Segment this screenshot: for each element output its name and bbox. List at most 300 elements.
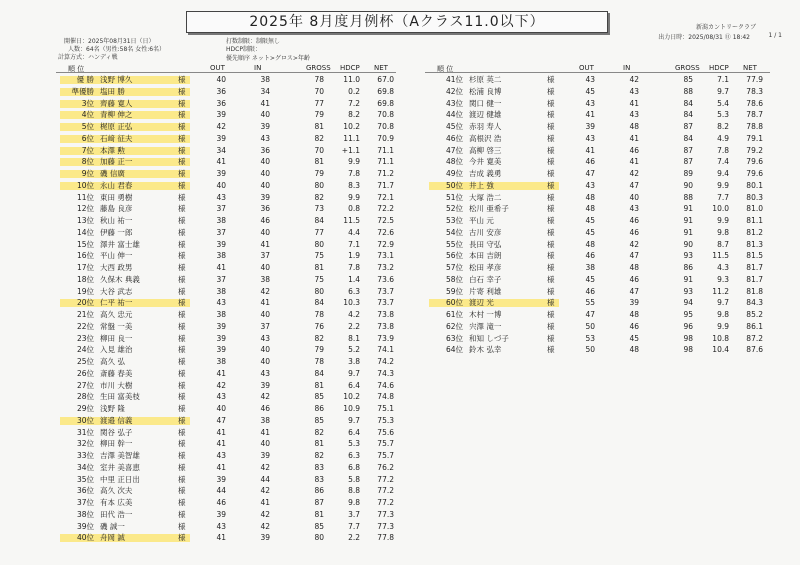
name-cell: 本澤 勲 (100, 145, 125, 155)
hdcp-cell: 7.8 (348, 169, 360, 178)
hdcp-cell: 8.7 (717, 239, 729, 249)
name-cell: 浅野 博久 (100, 75, 133, 84)
net-cell: 71.7 (377, 180, 394, 190)
gross-cell: 83 (314, 474, 324, 484)
hdcp-cell: 9.8 (348, 498, 360, 507)
out-cell: 41 (216, 427, 226, 437)
in-cell: 46 (629, 227, 639, 237)
name-cell: 藤島 良彦 (100, 204, 133, 214)
name-cell: 柳田 幹一 (100, 439, 133, 449)
table-row (56, 146, 401, 156)
in-cell: 46 (260, 404, 270, 413)
gross-cell: 70 (314, 145, 324, 155)
net-cell: 77.8 (377, 533, 394, 543)
hdcp-cell: 9.4 (717, 169, 729, 178)
net-cell: 72.9 (377, 239, 394, 249)
rank-cell: 6位 (81, 133, 94, 143)
header-in: IN (623, 64, 631, 72)
name-cell: 青柳 伸之 (100, 110, 133, 120)
in-cell: 40 (629, 192, 639, 202)
hdcp-cell: 0.2 (348, 86, 360, 96)
name-cell: 伊藤 一郎 (100, 227, 133, 237)
hdcp-cell: 6.4 (348, 427, 360, 437)
hdcp-cell: 1.4 (348, 274, 360, 284)
sfx-cell: 様 (178, 533, 186, 543)
table-row (56, 428, 401, 438)
gross-cell: 76 (314, 321, 324, 331)
rank-cell: 8位 (81, 157, 94, 167)
in-cell: 41 (629, 157, 639, 167)
rank-cell: 21位 (76, 310, 94, 319)
net-cell: 70.8 (377, 122, 394, 131)
table-row (56, 204, 401, 214)
hdcp-cell: 10.2 (343, 392, 360, 402)
hdcp-cell: 9.7 (348, 415, 360, 425)
out-cell: 43 (585, 180, 595, 190)
rank-cell: 22位 (76, 321, 94, 331)
hdcp-cell: +1.1 (341, 145, 360, 155)
net-cell: 84.3 (746, 298, 763, 308)
net-cell: 74.6 (377, 380, 394, 390)
rank-cell: 35位 (76, 474, 94, 484)
gross-cell: 73 (314, 204, 324, 214)
sfx-cell: 様 (547, 192, 555, 202)
hdcp-cell: 5.4 (717, 98, 729, 108)
out-cell: 37 (216, 227, 226, 237)
hdcp-cell: 7.7 (348, 521, 360, 531)
hdcp-cell: 9.7 (717, 86, 729, 96)
gross-cell: 75 (314, 274, 324, 284)
rank-cell: 5位 (81, 122, 94, 131)
hdcp-cell: 11.5 (712, 251, 729, 261)
rank-cell: 18位 (76, 274, 94, 284)
in-cell: 39 (260, 533, 270, 543)
gross-cell: 89 (683, 169, 693, 178)
name-cell: 大西 政男 (100, 263, 133, 272)
gross-cell: 77 (314, 227, 324, 237)
net-cell: 75.6 (377, 427, 394, 437)
table-row (56, 134, 401, 144)
sfx-cell: 様 (178, 251, 186, 261)
net-cell: 78.8 (746, 122, 763, 131)
hdcp-cell: 9.9 (717, 180, 729, 190)
net-cell: 77.9 (746, 75, 763, 84)
gross-cell: 84 (314, 216, 324, 225)
rank-cell: 23位 (76, 333, 94, 343)
hdcp-cell: 9.9 (717, 321, 729, 331)
rank-cell: 38位 (76, 509, 94, 519)
net-cell: 74.2 (377, 357, 394, 366)
sfx-cell: 様 (178, 122, 186, 131)
net-cell: 71.2 (377, 169, 394, 178)
sfx-cell: 様 (547, 227, 555, 237)
page-title: 2025年 8月度月例杯（Aクラス11.0以下） (186, 11, 608, 33)
rank-cell: 57位 (445, 263, 463, 272)
hdcp-cell: 4.9 (717, 133, 729, 143)
net-cell: 67.0 (377, 75, 394, 84)
in-cell: 42 (260, 286, 270, 296)
gross-cell: 87 (683, 122, 693, 131)
net-cell: 73.2 (377, 263, 394, 272)
name-cell: 田代 浩一 (100, 509, 133, 519)
sfx-cell: 様 (178, 392, 186, 402)
net-cell: 81.7 (746, 274, 763, 284)
hdcp-cell: 2.2 (348, 533, 360, 543)
out-cell: 50 (585, 345, 595, 355)
gross-cell: 96 (683, 321, 693, 331)
sfx-cell: 様 (178, 274, 186, 284)
table-row (56, 486, 401, 496)
name-cell: 東田 勇樹 (100, 192, 133, 202)
sfx-cell: 様 (178, 239, 186, 249)
in-cell: 42 (260, 509, 270, 519)
name-cell: 磯 信廣 (100, 169, 125, 178)
table-row (56, 439, 401, 449)
sfx-cell: 様 (547, 239, 555, 249)
hdcp-cell: 4.2 (348, 310, 360, 319)
name-cell: 梶原 正弘 (100, 122, 133, 131)
in-cell: 41 (260, 98, 270, 108)
sfx-cell: 様 (178, 216, 186, 225)
net-cell: 80.3 (746, 192, 763, 202)
table-row (425, 228, 770, 238)
name-cell: 入見 雄治 (100, 345, 133, 355)
hdcp-cell: 9.8 (717, 310, 729, 319)
out-cell: 38 (216, 286, 226, 296)
header-gross: GROSS (306, 64, 331, 72)
net-cell: 78.3 (746, 86, 763, 96)
calc-method: 計算方式：ハンディ戦 (58, 54, 118, 61)
hdcp-cell: 3.7 (348, 509, 360, 519)
net-cell: 74.3 (377, 368, 394, 378)
name-cell: 市川 大樹 (100, 380, 133, 390)
in-cell: 40 (260, 263, 270, 272)
sfx-cell: 様 (178, 345, 186, 355)
page-count: 1 / 1 (768, 32, 782, 39)
table-row (425, 345, 770, 355)
header-net: NET (743, 64, 757, 72)
table-row (56, 310, 401, 320)
net-cell: 87.6 (746, 345, 763, 355)
net-cell: 77.2 (377, 498, 394, 507)
net-cell: 72.2 (377, 204, 394, 214)
gross-cell: 86 (683, 263, 693, 272)
in-cell: 42 (629, 239, 639, 249)
table-row (56, 298, 401, 308)
out-cell: 41 (216, 439, 226, 449)
name-cell: 白石 幸子 (469, 274, 502, 284)
gross-cell: 81 (314, 439, 324, 449)
gross-cell: 91 (683, 204, 693, 214)
in-cell: 46 (260, 216, 270, 225)
net-cell: 85.2 (746, 310, 763, 319)
sfx-cell: 様 (547, 298, 555, 308)
sfx-cell: 様 (547, 157, 555, 167)
net-cell: 79.1 (746, 133, 763, 143)
sfx-cell: 様 (178, 462, 186, 472)
out-cell: 36 (216, 98, 226, 108)
sfx-cell: 様 (178, 427, 186, 437)
out-cell: 47 (585, 169, 595, 178)
out-cell: 47 (585, 310, 595, 319)
net-cell: 81.1 (746, 216, 763, 225)
hdcp-cell: 6.3 (348, 451, 360, 460)
table-row (56, 357, 401, 367)
net-cell: 77.3 (377, 509, 394, 519)
out-cell: 38 (216, 251, 226, 261)
sfx-cell: 様 (178, 180, 186, 190)
out-cell: 43 (216, 521, 226, 531)
name-cell: 吉成 義勇 (469, 169, 502, 178)
in-cell: 40 (260, 157, 270, 167)
out-cell: 43 (216, 298, 226, 308)
rank-cell: 準優勝 (71, 86, 94, 96)
table-row (56, 475, 401, 485)
table-row (56, 216, 401, 226)
rank-cell: 61位 (445, 310, 463, 319)
gross-cell: 84 (683, 98, 693, 108)
net-cell: 79.2 (746, 145, 763, 155)
rank-cell: 優 勝 (76, 75, 94, 84)
gross-cell: 81 (314, 509, 324, 519)
in-cell: 48 (629, 345, 639, 355)
net-cell: 70.8 (377, 110, 394, 120)
gross-cell: 85 (314, 521, 324, 531)
hdcp-cell: 5.2 (348, 345, 360, 355)
rank-cell: 16位 (76, 251, 94, 261)
net-cell: 80.1 (746, 180, 763, 190)
gross-cell: 80 (314, 533, 324, 543)
net-cell: 69.8 (377, 98, 394, 108)
sfx-cell: 様 (178, 415, 186, 425)
net-cell: 79.6 (746, 169, 763, 178)
table-row (56, 369, 401, 379)
net-cell: 77.3 (377, 521, 394, 531)
table-row (425, 240, 770, 250)
in-cell: 43 (260, 368, 270, 378)
table-row (56, 533, 401, 543)
sfx-cell: 様 (178, 357, 186, 366)
rank-cell: 40位 (76, 533, 94, 543)
name-cell: 高久 弘 (100, 357, 125, 366)
in-cell: 39 (629, 298, 639, 308)
in-cell: 40 (260, 345, 270, 355)
rank-cell: 15位 (76, 239, 94, 249)
table-row (56, 522, 401, 532)
in-cell: 34 (260, 86, 270, 96)
in-cell: 39 (260, 122, 270, 131)
in-cell: 46 (629, 274, 639, 284)
table-row (56, 275, 401, 285)
net-cell: 70.9 (377, 133, 394, 143)
net-cell: 81.2 (746, 227, 763, 237)
in-cell: 40 (260, 310, 270, 319)
out-cell: 48 (585, 192, 595, 202)
sfx-cell: 様 (547, 286, 555, 296)
hdcp-cell: 5.3 (348, 439, 360, 449)
table-row (425, 146, 770, 156)
net-cell: 73.9 (377, 333, 394, 343)
hdcp-cell: 9.9 (717, 216, 729, 225)
header-out: OUT (579, 64, 594, 72)
hdcp-cell: 6.8 (348, 462, 360, 472)
gross-cell: 93 (683, 251, 693, 261)
net-cell: 87.2 (746, 333, 763, 343)
in-cell: 43 (260, 133, 270, 143)
gross-cell: 81 (314, 380, 324, 390)
gross-cell: 82 (314, 133, 324, 143)
name-cell: 大塚 浩二 (469, 192, 502, 202)
hdcp-cell: 7.8 (348, 263, 360, 272)
table-row (56, 416, 401, 426)
rank-cell: 49位 (445, 169, 463, 178)
sfx-cell: 様 (547, 110, 555, 120)
in-cell: 41 (260, 298, 270, 308)
net-cell: 73.7 (377, 286, 394, 296)
gross-cell: 91 (683, 227, 693, 237)
in-cell: 46 (629, 321, 639, 331)
name-cell: 生田 富美枝 (100, 392, 140, 402)
hdcp-cell: 7.4 (717, 157, 729, 167)
net-cell: 78.6 (746, 98, 763, 108)
sfx-cell: 様 (547, 216, 555, 225)
gross-cell: 86 (314, 404, 324, 413)
hdcp-cell: 7.1 (348, 239, 360, 249)
rank-cell: 31位 (76, 427, 94, 437)
net-cell: 75.3 (377, 415, 394, 425)
name-cell: 松川 亜希子 (469, 204, 509, 214)
in-cell: 43 (629, 86, 639, 96)
hdcp-cell: 11.2 (712, 286, 729, 296)
sfx-cell: 様 (178, 380, 186, 390)
in-cell: 42 (629, 75, 639, 84)
gross-cell: 90 (683, 239, 693, 249)
rank-cell: 55位 (445, 239, 463, 249)
table-row (425, 134, 770, 144)
net-cell: 72.5 (377, 216, 394, 225)
rank-cell: 28位 (76, 392, 94, 402)
table-row (56, 157, 401, 167)
gross-cell: 82 (314, 451, 324, 460)
table-row (56, 251, 401, 261)
sfx-cell: 様 (178, 310, 186, 319)
hdcp-cell: 11.0 (343, 75, 360, 84)
net-cell: 78.7 (746, 110, 763, 120)
out-cell: 48 (585, 204, 595, 214)
hdcp-cell: 11.5 (343, 216, 360, 225)
hdcp-cell: 10.2 (343, 122, 360, 131)
in-cell: 44 (260, 474, 270, 484)
sfx-cell: 様 (547, 122, 555, 131)
out-cell: 39 (216, 239, 226, 249)
gross-cell: 80 (314, 180, 324, 190)
rank-cell: 4位 (81, 110, 94, 120)
table-row (425, 216, 770, 226)
sfx-cell: 様 (178, 192, 186, 202)
net-cell: 81.8 (746, 286, 763, 296)
name-cell: 齊藤 寛人 (100, 98, 133, 108)
name-cell: 久保木 典義 (100, 274, 140, 284)
hdcp-cell: 6.4 (348, 380, 360, 390)
net-cell: 81.0 (746, 204, 763, 214)
gross-cell: 91 (683, 216, 693, 225)
name-cell: 仁平 祐一 (100, 298, 133, 308)
in-cell: 40 (260, 227, 270, 237)
name-cell: 本田 吉朗 (469, 251, 502, 261)
hdcp-cell: 4.4 (348, 227, 360, 237)
gross-cell: 78 (314, 75, 324, 84)
rank-cell: 48位 (445, 157, 463, 167)
name-cell: 大谷 武志 (100, 286, 133, 296)
sfx-cell: 様 (547, 333, 555, 343)
header-hdcp: HDCP (340, 64, 360, 72)
sfx-cell: 様 (547, 321, 555, 331)
sfx-cell: 様 (178, 86, 186, 96)
header-in: IN (254, 64, 262, 72)
out-cell: 38 (585, 263, 595, 272)
name-cell: 渡辺 健雄 (469, 110, 502, 120)
gross-cell: 88 (683, 192, 693, 202)
sfx-cell: 様 (547, 86, 555, 96)
table-row (425, 251, 770, 261)
gross-cell: 87 (683, 157, 693, 167)
sfx-cell: 様 (178, 509, 186, 519)
table-row (425, 110, 770, 120)
gross-cell: 98 (683, 333, 693, 343)
table-row (56, 193, 401, 203)
table-row (425, 204, 770, 214)
hdcp-cell: 2.2 (348, 321, 360, 331)
header-net: NET (374, 64, 388, 72)
rank-cell: 29位 (76, 404, 94, 413)
in-cell: 42 (629, 169, 639, 178)
sfx-cell: 様 (178, 98, 186, 108)
out-cell: 45 (585, 227, 595, 237)
net-cell: 77.2 (377, 486, 394, 496)
gross-cell: 78 (314, 310, 324, 319)
out-cell: 41 (216, 462, 226, 472)
table-row (425, 322, 770, 332)
rank-cell: 34位 (76, 462, 94, 472)
out-cell: 55 (585, 298, 595, 308)
hdcp-cell: 3.8 (348, 357, 360, 366)
in-cell: 41 (260, 427, 270, 437)
name-cell: 高根沢 浩 (469, 133, 502, 143)
sfx-cell: 様 (178, 368, 186, 378)
out-cell: 37 (216, 274, 226, 284)
player-count: 人数：64名（男性:58名 女性:6名） (68, 46, 166, 53)
out-cell: 45 (585, 86, 595, 96)
gross-cell: 88 (683, 86, 693, 96)
name-cell: 塩田 勝 (100, 86, 125, 96)
out-cell: 47 (216, 415, 226, 425)
name-cell: 渡邉 信義 (100, 415, 133, 425)
sfx-cell: 様 (547, 251, 555, 261)
header-rank: 順 位 (68, 65, 85, 73)
name-cell: 秋山 祐一 (100, 216, 133, 225)
net-cell: 72.6 (377, 227, 394, 237)
out-cell: 43 (216, 451, 226, 460)
rank-cell: 56位 (445, 251, 463, 261)
net-cell: 73.8 (377, 310, 394, 319)
name-cell: 赤羽 寿人 (469, 122, 502, 131)
out-cell: 43 (216, 192, 226, 202)
out-cell: 43 (585, 98, 595, 108)
sfx-cell: 様 (547, 274, 555, 284)
rank-cell: 32位 (76, 439, 94, 449)
rank-cell: 26位 (76, 368, 94, 378)
table-row (56, 463, 401, 473)
